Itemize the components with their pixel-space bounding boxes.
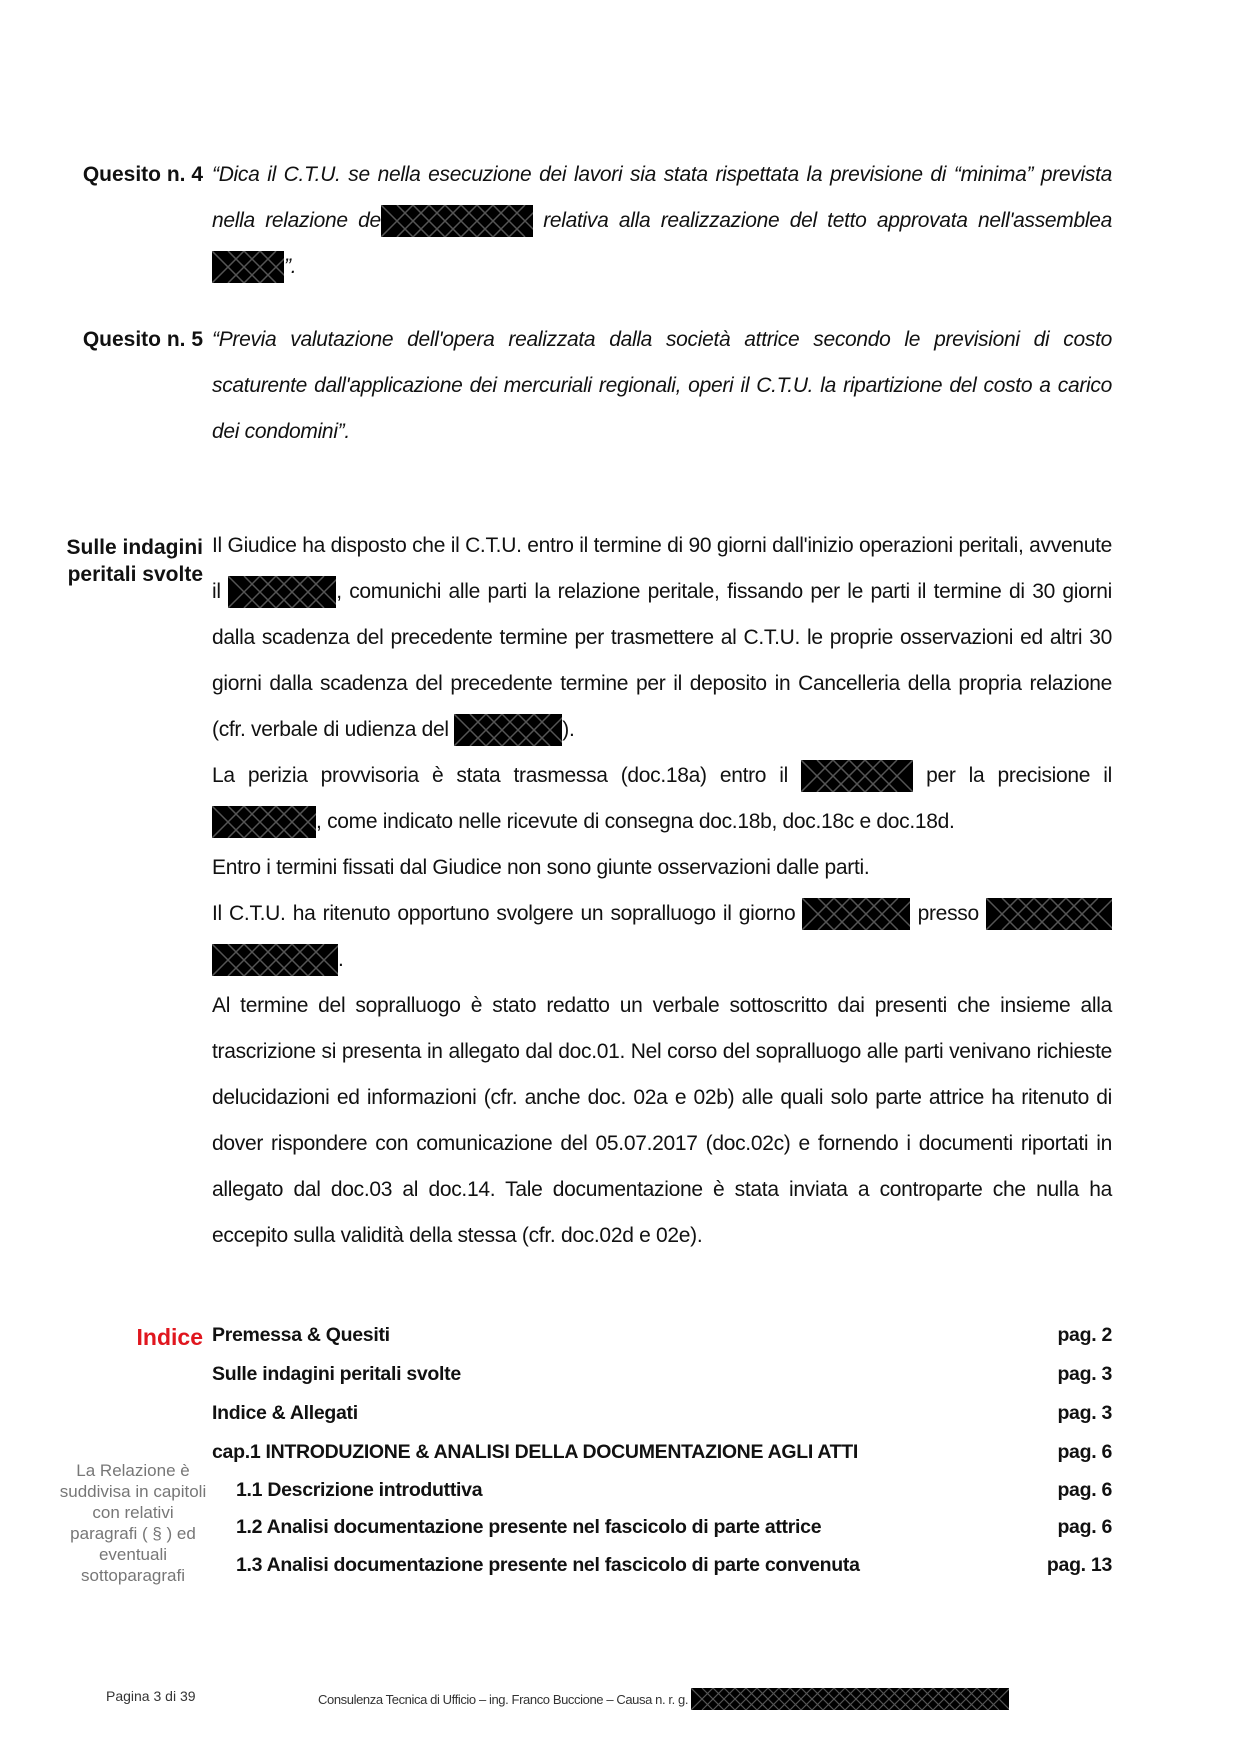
index-row <box>212 1398 1112 1428</box>
indagini-p4-a: Il C.T.U. ha ritenuto opportuno svolgere un sopralluogo il giorno <box>212 902 803 925</box>
indagini-p1-a: Il Giudice ha disposto che il C.T.U. entro il termine di 90 giorni dall'inizio operazioni peritali, avvenute il <box>212 534 1112 603</box>
index-sidenote: La Relazione è suddivisa in capitoli con relativi paragrafi ( § ) ed eventuali sottoparagrafi <box>59 1461 207 1585</box>
indagini-paragraph-1 <box>212 523 1112 753</box>
indagini-body <box>212 523 1112 1259</box>
index-row <box>212 1512 1112 1542</box>
quesito-4-label: Quesito n. 4 <box>82 163 203 186</box>
indice-label: Indice <box>136 1324 203 1350</box>
redaction-block <box>381 205 533 237</box>
index-row <box>212 1475 1112 1505</box>
indagini-p2-a: La perizia provvisoria è stata trasmessa (doc.18a) entro il <box>212 764 802 787</box>
index-row <box>212 1359 1112 1389</box>
footer-center-label: Consulenza Tecnica di Ufficio – ing. Franco Buccione – Causa n. r. g. <box>318 1692 689 1707</box>
indagini-paragraph-5: Al termine del sopralluogo è stato redatto un verbale sottoscritto dai presenti che insieme alla trascrizione si presenta in allegato dal doc.01. Nel corso del sopralluogo alle parti venivano richieste delucidazioni ed informazioni (cfr. anche doc. 02a e 02b) alle quali solo parte attrice ha ritenuto di dover rispondere con comunicazione del 05.07.2017 (doc.02c) e fornendo i documenti riportati in allegato dal doc.03 al doc.14. Tale documentazione è stata inviata a controparte che nulla ha eccepito sulla validità della stessa (cfr. doc.02d e 02e). <box>212 994 1112 1247</box>
index-row-title: 1.3 Analisi documentazione presente nel fascicolo di parte convenuta <box>236 1554 860 1576</box>
redaction-block <box>986 898 1112 930</box>
quesito-4-text-c: ”. <box>284 255 297 278</box>
indagini-paragraph-3: Entro i termini fissati dal Giudice non sono giunte osservazioni dalle parti. <box>212 856 870 879</box>
redaction-block <box>691 1688 1009 1710</box>
index-row-page: pag. 3 <box>1057 1363 1112 1385</box>
indagini-label-line1: Sulle indagini <box>66 536 203 559</box>
redaction-block <box>228 576 336 608</box>
index-row-title: Indice & Allegati <box>212 1402 358 1424</box>
indagini-label <box>50 534 203 588</box>
index-row-title: Premessa & Quesiti <box>212 1324 390 1346</box>
indagini-paragraph-2 <box>212 753 1112 845</box>
redaction-block <box>802 898 910 930</box>
index-row-page: pag. 6 <box>1057 1479 1112 1501</box>
index-row-title: cap.1 INTRODUZIONE & ANALISI DELLA DOCUMENTAZIONE AGLI ATTI <box>212 1441 859 1463</box>
redaction-block <box>212 806 316 838</box>
index-row-title: Sulle indagini peritali svolte <box>212 1363 461 1385</box>
index-row-title: 1.2 Analisi documentazione presente nel fascicolo di parte attrice <box>236 1516 822 1538</box>
footer-center-text <box>318 1688 1009 1710</box>
indagini-label-line2: peritali svolte <box>67 563 203 586</box>
quesito-4-text-b: relativa alla realizzazione del tetto approvata nell'assemblea <box>532 209 1113 232</box>
quesito-4-text-a: “Dica il C.T.U. se nella esecuzione dei lavori sia stata rispettata la previsione di “minima” prevista nella relazione de <box>212 163 1112 232</box>
indagini-p1-b: , comunichi alle parti la relazione peritale, fissando per le parti il termine di 30 giorni dalla scadenza del precedente termine per trasmettere al C.T.U. le proprie osservazioni ed altri 30 giorni dalla scadenza del precedente termine per il deposito in Cancelleria della propria relazione (cfr. verbale di udienza del <box>212 580 1112 741</box>
footer-page-number: Pagina 3 di 39 <box>106 1688 196 1704</box>
redaction-block <box>212 251 284 283</box>
redaction-block <box>454 714 562 746</box>
index-row-page: pag. 3 <box>1057 1402 1112 1424</box>
quesito-5-label: Quesito n. 5 <box>82 328 203 351</box>
redaction-block <box>212 944 338 976</box>
quesito-5-text: “Previa valutazione dell'opera realizzata dalla società attrice secondo le previsioni di costo scaturente dall'applicazione dei mercuriali regionali, operi il C.T.U. la ripartizione del costo a carico dei condomini”. <box>212 328 1112 443</box>
indagini-p2-b: per la precisione il <box>913 764 1112 787</box>
index-row-page: pag. 6 <box>1057 1516 1112 1538</box>
indagini-p4-c: . <box>338 948 344 971</box>
index-row-page: pag. 2 <box>1057 1324 1112 1346</box>
indagini-p2-c: , come indicato nelle ricevute di consegna doc.18b, doc.18c e doc.18d. <box>316 810 955 833</box>
quesito-4-text <box>212 152 1112 290</box>
index-row-page: pag. 13 <box>1046 1554 1112 1576</box>
index-row-title: 1.1 Descrizione introduttiva <box>236 1479 483 1501</box>
indagini-p1-c: ). <box>562 718 575 741</box>
indagini-paragraph-4 <box>212 891 1112 983</box>
redaction-block <box>801 760 913 792</box>
index-row <box>212 1437 1112 1467</box>
index-row-page: pag. 6 <box>1057 1441 1112 1463</box>
indagini-p4-b: presso <box>910 902 986 925</box>
index-row <box>212 1320 1112 1350</box>
index-row <box>212 1550 1112 1580</box>
